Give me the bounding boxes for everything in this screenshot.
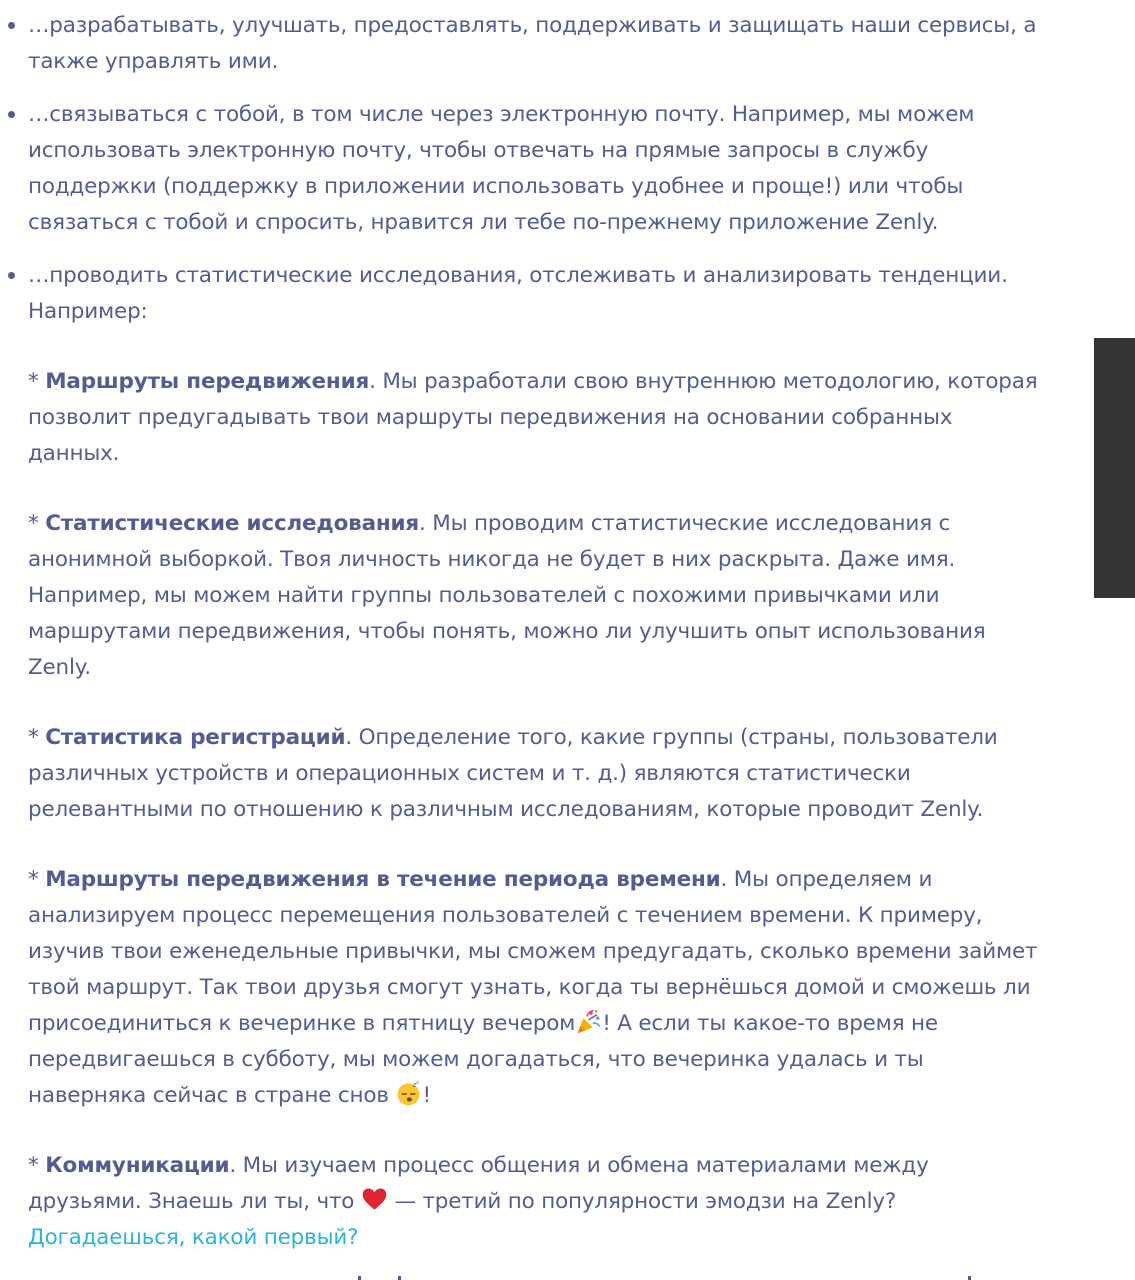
list-item bbox=[28, 8, 1038, 80]
sub-item-statistics bbox=[28, 506, 1038, 686]
bullet-text: …связываться с тобой, в том числе через электронную почту. Например, мы можем использовать электронную почту, чтобы отвечать на прямые запросы в службу поддержки (поддержку в приложении использовать удобнее и проще!) или чтобы связаться с тобой и спросить, нравится ли тебе по-прежнему приложение Zenly. bbox=[28, 102, 975, 235]
sub-item-prefix: * bbox=[28, 867, 46, 892]
sub-item-title: Статистика регистраций bbox=[45, 725, 346, 750]
sub-item-body: . Мы изучаем процесс общения и обмена материалами между друзьями. Знаешь ли ты, что bbox=[28, 1153, 929, 1214]
sub-item-prefix: * bbox=[28, 511, 46, 536]
list-item bbox=[28, 258, 1038, 1256]
sub-item-prefix: * bbox=[28, 369, 46, 394]
sub-item-routes-over-time bbox=[28, 862, 1038, 1114]
guess-first-emoji-link[interactable]: Догадаешься, какой первый? bbox=[28, 1225, 359, 1250]
sub-item-communications bbox=[28, 1148, 1038, 1256]
side-scroll-tab[interactable] bbox=[1094, 338, 1135, 598]
sub-item-title: Статистические исследования bbox=[45, 511, 419, 536]
sub-item-routes bbox=[28, 364, 1038, 472]
sub-item-prefix: * bbox=[28, 1153, 46, 1178]
sub-item-body: . Мы определяем и анализируем процесс перемещения пользователей с течением времени. К примеру, изучив твои еженедельные привычки, мы сможем предугадать, сколько времени займет твой маршрут. Так твои друзья смогут узнать, когда ты вернёшься домой и сможешь ли присоединиться к вечеринке в пятницу вечером bbox=[28, 867, 1038, 1036]
sub-item-body: . Мы проводим статистические исследования с анонимной выборкой. Твоя личность никогда не будет в них раскрыта. Даже имя. Например, мы можем найти группы пользователей с похожими привычками или маршрутами передвижения, чтобы понять, можно ли улучшить опыт использования Zenly. bbox=[28, 511, 986, 680]
party-popper-icon bbox=[575, 1008, 602, 1035]
svg-text:z: z bbox=[413, 1080, 417, 1089]
list-item bbox=[28, 97, 1038, 241]
sub-item-body: ! bbox=[422, 1083, 431, 1108]
cut-off-next-line bbox=[28, 1268, 978, 1280]
bullet-dot bbox=[8, 111, 15, 118]
sub-item-title: Коммуникации bbox=[45, 1153, 230, 1178]
sub-item-prefix: * bbox=[28, 725, 46, 750]
sub-item-title: Маршруты передвижения в течение периода времени bbox=[45, 867, 721, 892]
sub-item-body: — третий по популярности эмодзи на Zenly? bbox=[387, 1189, 897, 1214]
bullet-dot bbox=[8, 272, 15, 279]
svg-text:z: z bbox=[416, 1080, 420, 1087]
bullet-dot bbox=[8, 22, 15, 29]
sub-item-body: ! А если ты какое-то время не передвигаешься в субботу, мы можем догадаться, что вечеринка удалась и ты наверняка сейчас в стране снов bbox=[28, 1011, 938, 1108]
sub-item-title: Маршруты передвижения bbox=[45, 369, 370, 394]
sub-item-registrations bbox=[28, 720, 1038, 828]
red-heart-icon bbox=[361, 1186, 388, 1213]
sub-item-body: . Определение того, какие группы (страны, пользователи различных устройств и операционных систем и т. д.) являются статистически релевантными по отношению к различным исследованиям, которые проводит Zenly. bbox=[28, 725, 998, 822]
bullet-text: …разрабатывать, улучшать, предоставлять, поддерживать и защищать наши сервисы, а также управлять ими. bbox=[28, 13, 1037, 74]
document-body bbox=[28, 8, 1038, 1273]
sub-item-body: . Мы разработали свою внутреннюю методологию, которая позволит предугадывать твои маршруты передвижения на основании собранных данных. bbox=[28, 369, 1038, 466]
sleeping-face-icon bbox=[395, 1080, 422, 1107]
bullet-text: …проводить статистические исследования, отслеживать и анализировать тенденции. Например: bbox=[28, 263, 1008, 324]
